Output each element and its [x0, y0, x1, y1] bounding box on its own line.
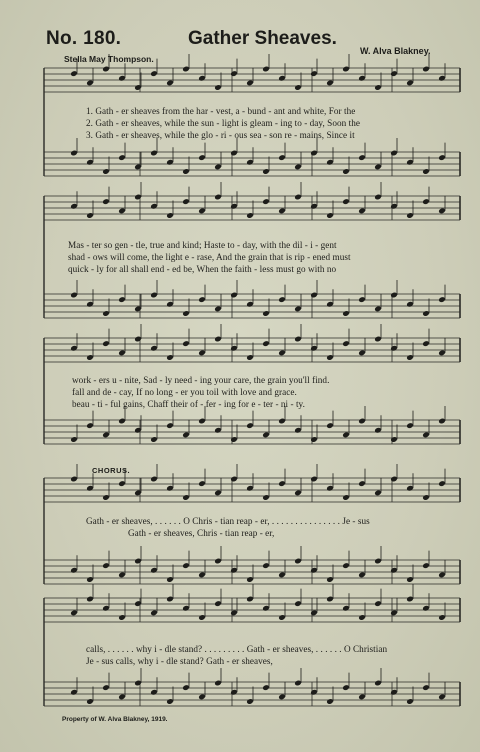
verse-1-line-3: work - ers u - nite, Sad - ly need - ing your care, the grain you'll find. — [72, 375, 330, 385]
copyright-footer: Property of W. Alva Blakney, 1919. — [62, 716, 168, 723]
verse-2-line-3: fall and de - cay, If no long - er you toil with love and grace. — [72, 387, 297, 397]
chorus-line-2-upper: calls, . . . . . . why i - dle stand? . . . . . . . . . Gath - er sheaves, . . . . . . O Christian — [86, 644, 388, 654]
verse-1-line-2: Mas - ter so gen - tle, true and kind; Haste to - day, with the dil - i - gent — [68, 240, 337, 250]
hymn-number: No. 180. — [46, 28, 122, 49]
verse-3-line-3: beau - ti - ful gains, Chaff their of - fer - ing for e - ter - ni - ty. — [72, 399, 305, 409]
verse-3-line-2: quick - ly for all shall end - ed be, When the faith - less must go with no — [68, 264, 337, 274]
chorus-line-1-lower: Gath - er sheaves, Chris - tian reap - er, — [128, 528, 275, 538]
chorus-line-1-upper: Gath - er sheaves, . . . . . . O Chris - tian reap - er, . . . . . . . . . . . . . . . Je - sus — [86, 516, 370, 526]
verse-2-line-2: shad - ows will come, the light e - rase, And the grain that is rip - ened must — [68, 252, 351, 262]
verse-2-line-1: 2. Gath - er sheaves, while the sun - light is gleam - ing to - day, Soon the — [86, 118, 360, 128]
hymn-title: Gather Sheaves. — [188, 28, 337, 49]
verse-3-line-1: 3. Gath - er sheaves, while the glo - ri - ous sea - son re - mains, Since it — [86, 130, 355, 140]
verse-1-line-1: 1. Gath - er sheaves from the har - vest, a - bund - ant and white, For the — [86, 106, 356, 116]
composer: W. Alva Blakney. — [360, 46, 431, 56]
lyricist: Stella May Thompson. — [64, 54, 154, 64]
chorus-label: CHORUS. — [92, 466, 131, 475]
chorus-line-2-lower: Je - sus calls, why i - dle stand? Gath - er sheaves, — [86, 656, 273, 666]
